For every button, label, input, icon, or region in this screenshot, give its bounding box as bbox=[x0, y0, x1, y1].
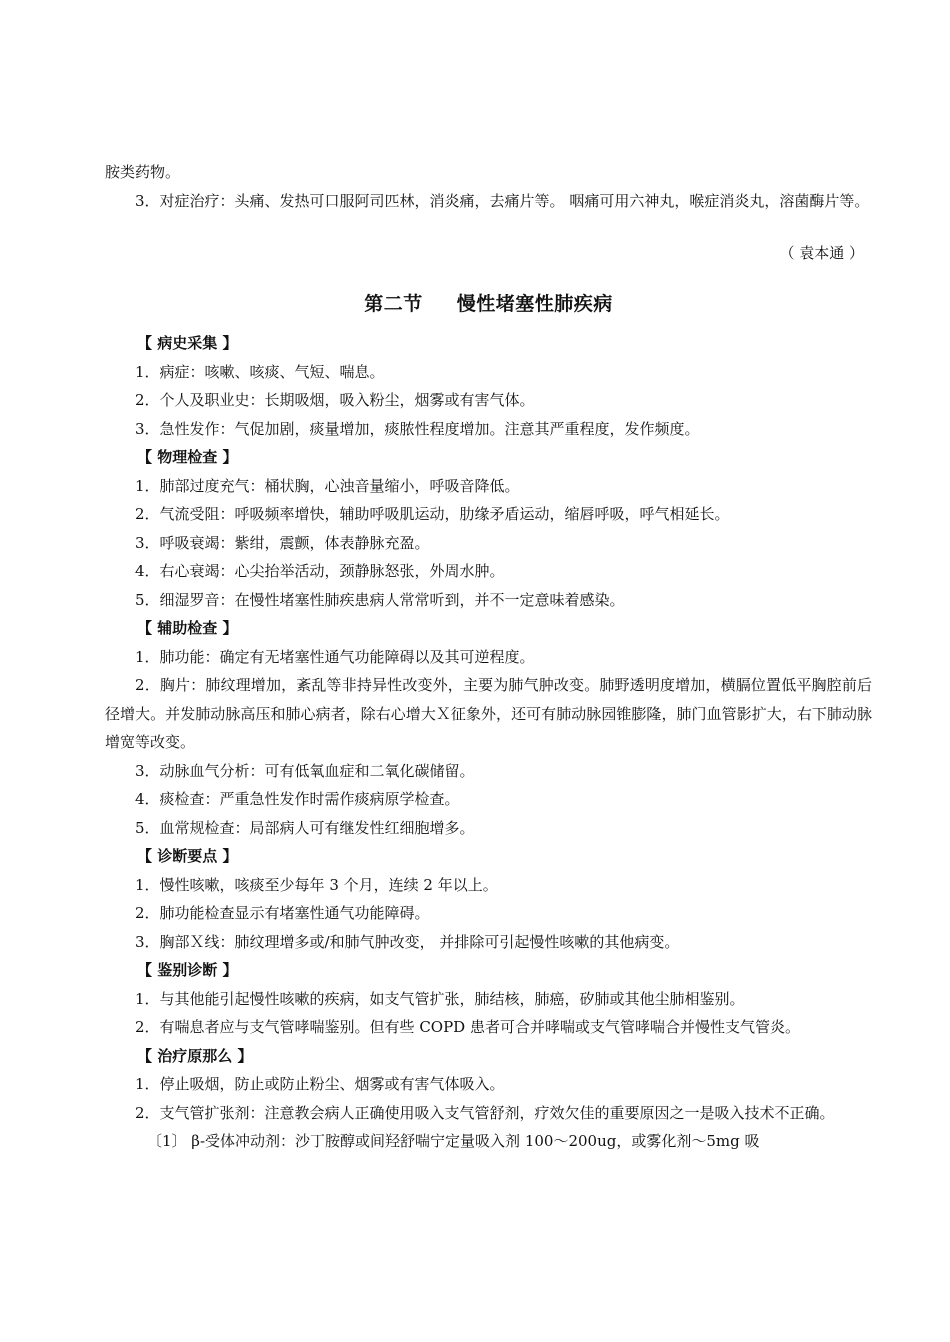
list-item: 2．支气管扩张剂：注意教会病人正确使用吸入支气管舒剂，疗效欠佳的重要原因之一是吸入技术不正确。 bbox=[135, 1103, 835, 1122]
symptomatic-treatment-paragraph: 3．对症治疗：头痛、发热可口服阿司匹林，消炎痛，去痛片等。 咽痛可用六神丸，喉症消炎丸，溶菌酶片等。 bbox=[135, 191, 870, 210]
heading-treatment: 【 治疗原那么 】 bbox=[137, 1046, 253, 1065]
list-item: 2．个人及职业史：长期吸烟，吸入粉尘，烟雾或有害气体。 bbox=[135, 391, 535, 409]
list-item: 1．慢性咳嗽，咳痰至少每年 3 个月，连续 2 年以上。 bbox=[135, 875, 498, 894]
list-item: 1．与其他能引起慢性咳嗽的疾病，如支气管扩张，肺结核，肺癌，矽肺或其他尘肺相鉴别。 bbox=[135, 989, 745, 1008]
author-attribution: （ 袁本通 ） bbox=[779, 244, 864, 262]
heading-differential: 【 鉴别诊断 】 bbox=[137, 961, 238, 979]
heading-history: 【 病史采集 】 bbox=[137, 334, 238, 352]
list-item: 1．肺功能：确定有无堵塞性通气功能障碍以及其可逆程度。 bbox=[135, 647, 535, 666]
list-item: 1．停止吸烟，防止或防止粉尘、烟雾或有害气体吸入。 bbox=[135, 1075, 505, 1093]
list-item: 2．气流受阻：呼吸频率增快，辅助呼吸肌运动，肋缘矛盾运动，缩唇呼吸，呼气相延长。 bbox=[135, 505, 730, 523]
list-item: 3．呼吸衰竭：紫绀，震颤，体表静脉充盈。 bbox=[135, 533, 430, 552]
section-name: 慢性堵塞性肺疾病 bbox=[456, 293, 613, 315]
list-item: 2．胸片：肺纹理增加，紊乱等非持异性改变外，主要为肺气肿改变。肺野透明度增加，横膈位置低平胸腔前后径增大。并发肺动脉高压和肺心病者，除右心增大Ｘ征象外，还可有肺动脉园锥膨隆，肺门血管影扩大，右下肺动脉增宽等改变。 bbox=[105, 676, 872, 751]
list-item: 4．痰检查：严重急性发作时需作痰病原学检查。 bbox=[135, 790, 460, 808]
list-item: 1．肺部过度充气：桶状胸，心浊音量缩小，呼吸音降低。 bbox=[135, 476, 520, 495]
section-title bbox=[105, 289, 872, 319]
list-item: 2．有喘息者应与支气管哮喘鉴别。但有些 COPD 患者可合并哮喘或支气管哮喘合并慢性支气管炎。 bbox=[135, 1018, 800, 1036]
heading-diagnosis: 【 诊断要点 】 bbox=[137, 847, 238, 865]
list-item: 5．细湿罗音：在慢性堵塞性肺疾患病人常常听到，并不一定意味着感染。 bbox=[135, 590, 625, 609]
list-item: 2．肺功能检查显示有堵塞性通气功能障碍。 bbox=[135, 904, 430, 922]
list-item: 3．急性发作：气促加剧，痰量增加，痰脓性程度增加。注意其严重程度，发作频度。 bbox=[135, 419, 700, 438]
heading-auxiliary-exam: 【 辅助检查 】 bbox=[137, 619, 238, 637]
list-item: 3．动脉血气分析：可有低氧血症和二氧化碳储留。 bbox=[135, 761, 475, 780]
list-item: 5．血常规检查：局部病人可有继发性红细胞增多。 bbox=[135, 818, 475, 837]
section-number: 第二节 bbox=[364, 293, 423, 315]
list-item: 3．胸部Ｘ线：肺纹理增多或/和肺气肿改变， 并排除可引起慢性咳嗽的其他病变。 bbox=[135, 932, 680, 951]
list-item: 1．病症：咳嗽、咳痰、气短、喘息。 bbox=[135, 362, 385, 381]
continued-text: 胺类药物。 bbox=[105, 163, 181, 181]
heading-physical-exam: 【 物理检查 】 bbox=[137, 448, 238, 466]
document-content bbox=[105, 158, 872, 1156]
list-item: 4．右心衰竭：心尖抬举活动，颈静脉怒张，外周水肿。 bbox=[135, 562, 505, 580]
sub-list-item: 〔1〕 β-受体冲动剂：沙丁胺醇或间羟舒喘宁定量吸入剂 100～200ug，或雾化剂～5mg 吸 bbox=[147, 1132, 760, 1150]
